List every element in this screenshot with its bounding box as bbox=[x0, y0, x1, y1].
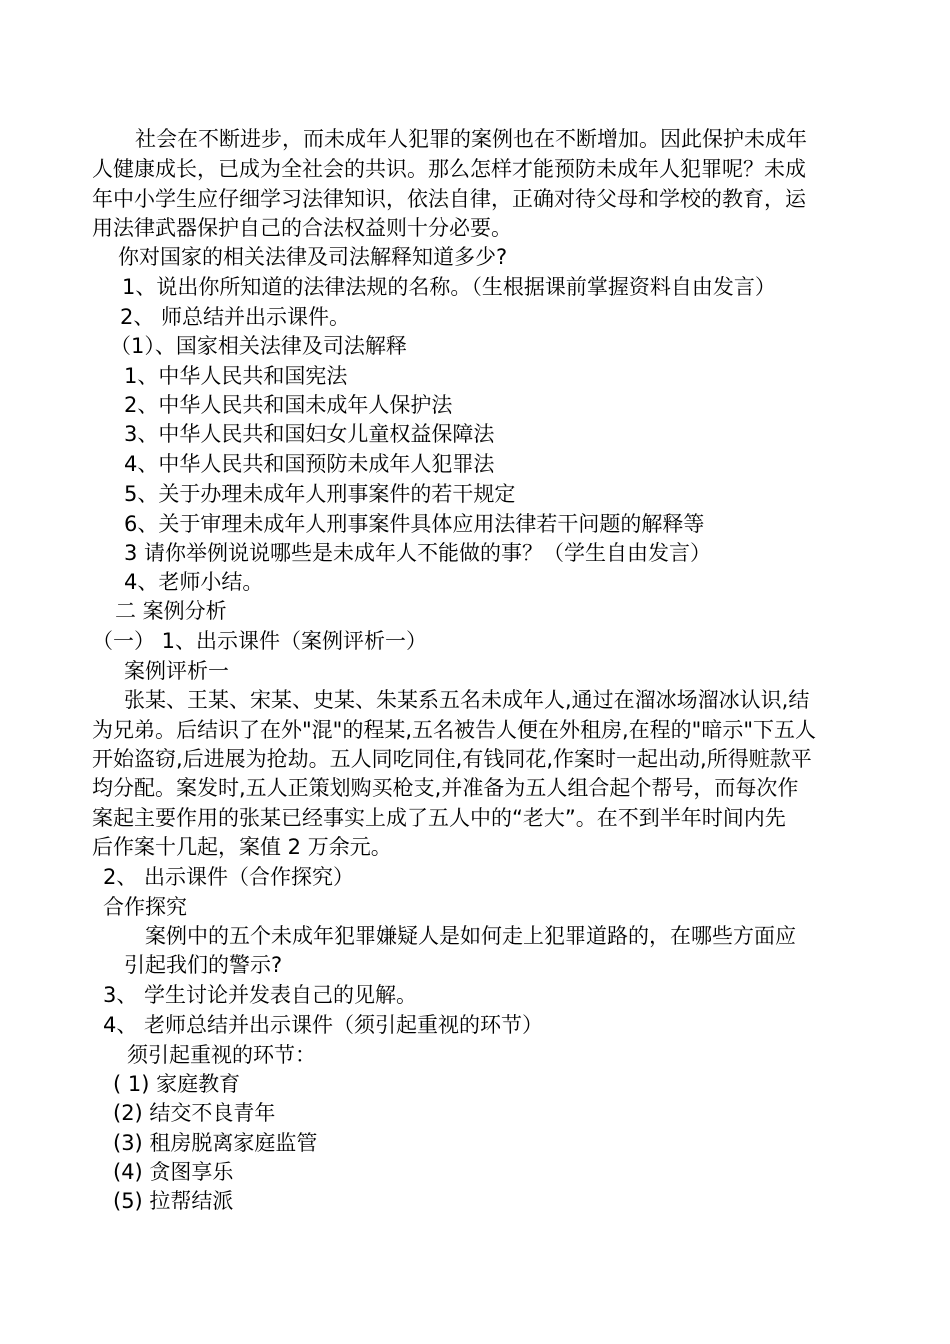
coop-body-line-2: 引起我们的警示? bbox=[124, 953, 283, 977]
case-body-line-5: 案起主要作用的张某已经事实上成了五人中的“老大”。在不到半年时间内先 bbox=[92, 806, 786, 830]
step-1: 1、说出你所知道的法律法规的名称。（生根据课前掌握资料自由发言） bbox=[122, 275, 776, 299]
law-item-2: 2、中华人民共和国未成年人保护法 bbox=[124, 393, 453, 417]
case-step-2: 2、 出示课件（合作探究） bbox=[103, 865, 355, 889]
law-item-5: 5、关于办理未成年人刑事案件的若干规定 bbox=[124, 482, 516, 506]
step-4: 4、老师小结。 bbox=[124, 570, 264, 594]
intro-line-3: 年中小学生应仔细学习法律知识，依法自律，正确对待父母和学校的教育，运 bbox=[92, 187, 806, 211]
attention-item-5: (5) 拉帮结派 bbox=[113, 1189, 234, 1213]
case-sub-1: （一） 1、出示课件（案例评析一） bbox=[92, 629, 428, 653]
case-body-line-1: 张某、王某、宋某、史某、朱某系五名未成年人,通过在溜冰场溜冰认识,结 bbox=[124, 688, 810, 712]
intro-line-4: 用法律武器保护自己的合法权益则十分必要。 bbox=[92, 216, 512, 240]
attention-item-2: (2) 结交不良青年 bbox=[113, 1101, 276, 1125]
coop-body-line-1: 案例中的五个未成年犯罪嫌疑人是如何走上犯罪道路的，在哪些方面应 bbox=[145, 924, 796, 948]
law-item-3: 3、中华人民共和国妇女儿童权益保障法 bbox=[124, 422, 495, 446]
step-2: 2、 师总结并出示课件。 bbox=[120, 305, 351, 329]
case-body-line-2: 为兄弟。后结识了在外"混"的程某,五名被告人便在外租房,在程的"暗示"下五人 bbox=[92, 718, 816, 742]
attention-item-1: ( 1) 家庭教育 bbox=[113, 1072, 241, 1096]
case-body-line-4: 均分配。案发时,五人正策划购买枪支,并准备为五人组合起个帮号，而每次作 bbox=[92, 776, 799, 800]
attention-item-3: (3) 租房脱离家庭监管 bbox=[113, 1131, 318, 1155]
attention-title: 须引起重视的环节： bbox=[127, 1043, 316, 1067]
attention-item-4: (4) 贪图享乐 bbox=[113, 1160, 234, 1184]
intro-line-2: 人健康成长，已成为全社会的共识。那么怎样才能预防未成年人犯罪呢？未成 bbox=[92, 157, 806, 181]
law-item-6: 6、关于审理未成年人刑事案件具体应用法律若干问题的解释等 bbox=[124, 512, 705, 536]
case-step-3: 3、 学生讨论并发表自己的见解。 bbox=[103, 983, 418, 1007]
law-item-4: 4、中华人民共和国预防未成年人犯罪法 bbox=[124, 452, 495, 476]
law-item-1: 1、中华人民共和国宪法 bbox=[124, 364, 348, 388]
question-line: 你对国家的相关法律及司法解释知道多少? bbox=[118, 245, 508, 269]
coop-title: 合作探究 bbox=[103, 895, 187, 919]
section-2-heading: 二 案例分析 bbox=[115, 599, 227, 623]
case-body-line-6: 后作案十几起，案值 2 万余元。 bbox=[92, 835, 392, 859]
case-title: 案例评析一 bbox=[124, 659, 229, 683]
laws-heading: （1）、国家相关法律及司法解释 bbox=[110, 334, 407, 358]
intro-line-1: 社会在不断进步，而未成年人犯罪的案例也在不断增加。因此保护未成年 bbox=[135, 127, 807, 151]
step-3: 3 请你举例说说哪些是未成年人不能做的事？（学生自由发言） bbox=[124, 541, 712, 565]
case-body-line-3: 开始盗窃,后进展为抢劫。五人同吃同住,有钱同花,作案时一起出动,所得赃款平 bbox=[92, 747, 812, 771]
case-step-4: 4、 老师总结并出示课件（须引起重视的环节） bbox=[103, 1013, 544, 1037]
